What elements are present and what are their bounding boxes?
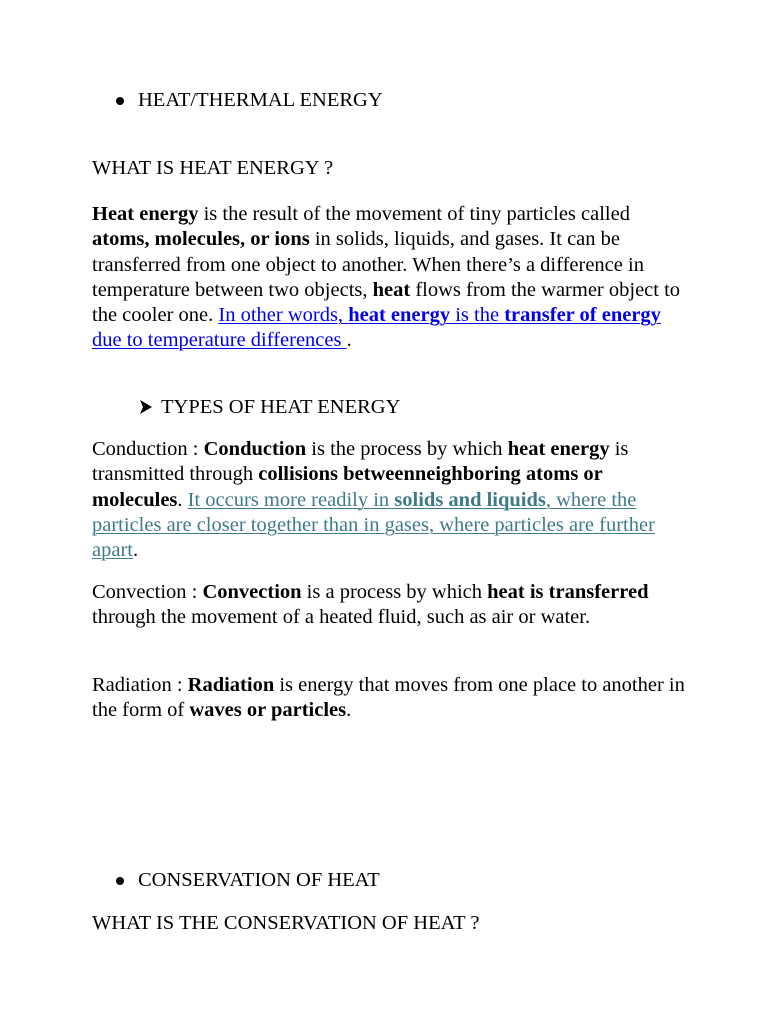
link-text: due to temperature differences: [92, 329, 347, 352]
bold-term: heat energy: [507, 438, 610, 460]
link-bold-text: heat energy: [348, 304, 451, 327]
link-bold-text: solids and liquids: [394, 488, 546, 511]
bold-term: Convection: [202, 581, 302, 603]
heat-energy-paragraph: [92, 202, 692, 354]
text-run: is transmitted through: [92, 438, 629, 486]
text-run: .: [132, 539, 139, 562]
bullet-item-heat-thermal-energy: [0, 88, 768, 114]
convection-paragraph: [92, 580, 692, 631]
text-run: is the result of the movement of tiny particles called: [198, 203, 630, 225]
text-run: through the movement of a heated fluid, such as air or water.: [92, 606, 591, 629]
bold-term: collisions betweenneighboring atoms or molecules: [92, 463, 603, 511]
bold-term: heat: [372, 278, 411, 301]
bold-term: heat is transferred: [487, 581, 649, 603]
link-text: In other words,: [218, 304, 349, 327]
text-run: .: [346, 329, 352, 352]
bold-term: atoms, molecules, or ions: [92, 228, 310, 251]
sub-bullet-types-of-heat-energy: [0, 395, 768, 421]
question-heading: WHAT IS HEAT ENERGY ?: [92, 157, 334, 179]
conduction-paragraph: [92, 437, 692, 563]
link-text: It occurs more readily in: [187, 488, 395, 511]
text-run: is energy that moves from one place to another in the form of: [92, 674, 685, 722]
bold-term: Heat energy: [92, 203, 199, 225]
term-label: Convection :: [92, 581, 203, 603]
text-run: is a process by which: [301, 581, 488, 603]
text-run: .: [346, 699, 352, 722]
text-run: flows from the warmer object to the cooler one.: [92, 278, 681, 327]
bold-term: Conduction: [203, 438, 307, 460]
bullet-label: HEAT/THERMAL ENERGY: [138, 89, 383, 111]
question-heading: WHAT IS THE CONSERVATION OF HEAT ?: [92, 912, 480, 934]
sub-bullet-label: TYPES OF HEAT ENERGY: [161, 396, 401, 418]
bullet-item-conservation-of-heat: [0, 868, 768, 894]
term-label: Radiation :: [92, 674, 188, 696]
bold-term: Radiation: [187, 674, 275, 696]
bullet-dot-icon: [116, 877, 124, 885]
radiation-paragraph: [92, 673, 692, 724]
term-label: Conduction :: [92, 438, 204, 460]
text-run: .: [177, 488, 188, 511]
arrow-bullet-icon: [138, 395, 154, 419]
bullet-label: CONSERVATION OF HEAT: [138, 869, 380, 891]
link-bold-text: transfer of energy: [504, 304, 661, 327]
bullet-dot-icon: [116, 97, 124, 105]
bold-term: waves or particles: [189, 699, 347, 722]
link-text: , where the particles are closer together than in gases, where particles are further apart: [92, 488, 655, 562]
text-run: is the process by which: [306, 438, 508, 460]
text-run: in solids, liquids, and gases. It can be transferred from one object to another. When there’s a difference in temperature between two objects,: [92, 228, 644, 301]
link-text: is the: [450, 304, 505, 327]
